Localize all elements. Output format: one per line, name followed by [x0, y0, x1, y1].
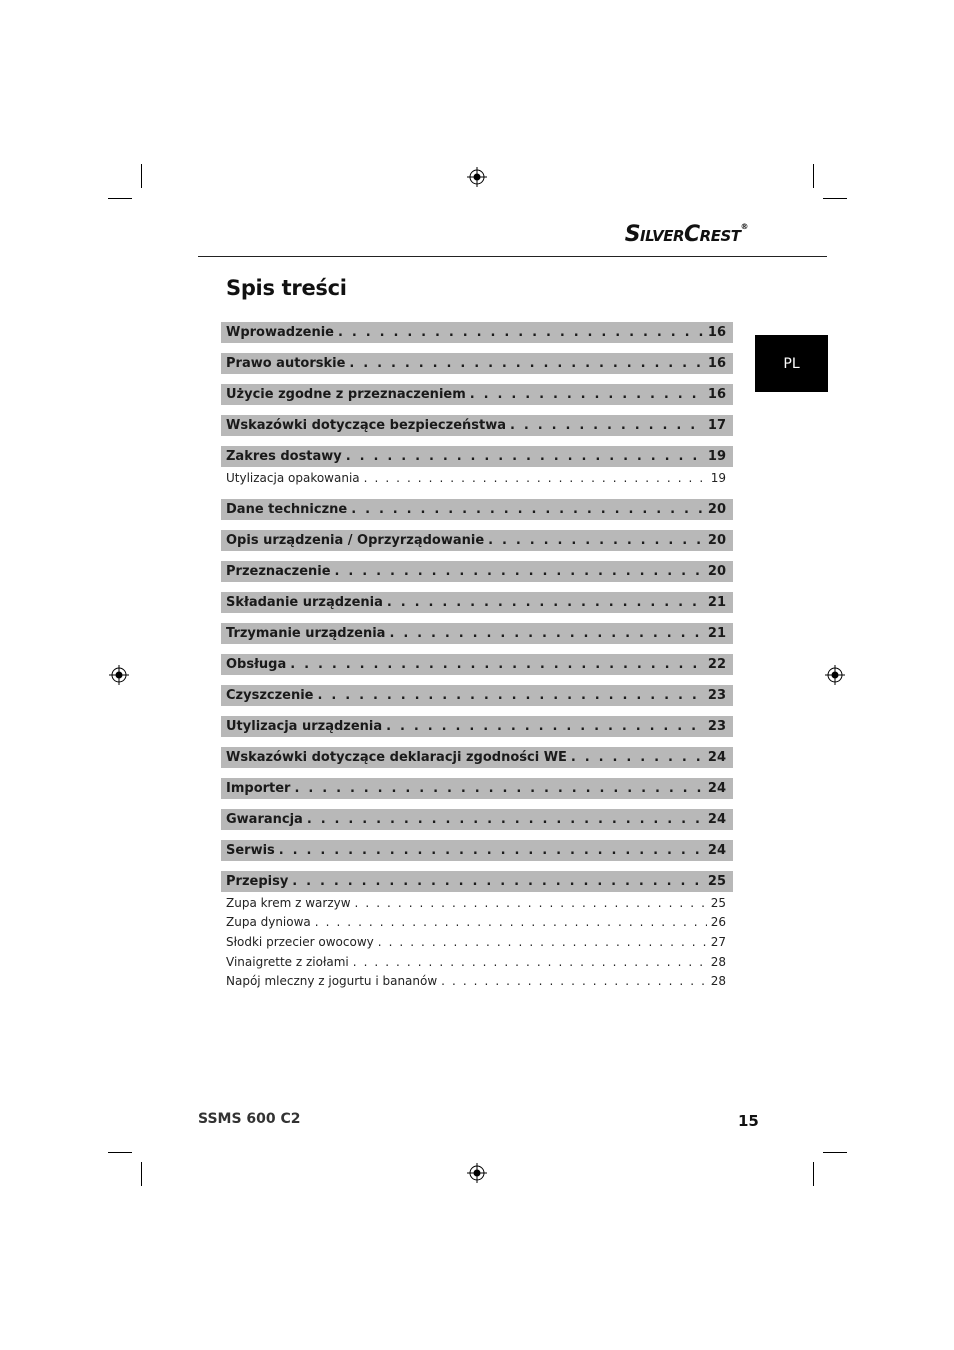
toc-entry[interactable]: [221, 778, 733, 799]
toc-subentry[interactable]: [221, 469, 733, 489]
toc-leader-dots: [315, 913, 707, 932]
toc-entry-page: 20: [707, 532, 726, 548]
toc-subentry[interactable]: [221, 952, 733, 972]
registration-mark-icon: [825, 665, 845, 685]
footer-model: SSMS 600 C2: [198, 1111, 301, 1127]
page-title: Spis treści: [226, 276, 347, 300]
toc-entry-page: 23: [707, 718, 726, 734]
toc-leader-dots: [318, 685, 704, 706]
header-rule: [198, 256, 827, 257]
toc-entry-page: 21: [707, 625, 726, 641]
toc-entry-page: 25: [710, 895, 726, 910]
toc-leader-dots: [307, 809, 704, 830]
registration-mark-icon: [467, 167, 487, 187]
toc-entry-label: Obsługa: [226, 656, 287, 672]
toc-entry[interactable]: [221, 592, 733, 613]
toc-entry-page: 17: [707, 418, 726, 433]
toc-leader-dots: [294, 778, 703, 799]
toc-leader-dots: [571, 747, 704, 768]
toc-entry-label: Gwarancja: [226, 811, 303, 827]
toc-entry-label: Wskazówki dotyczące deklaracji zgodności WE: [226, 749, 567, 765]
brand-logo: [625, 222, 748, 247]
toc-entry[interactable]: [221, 322, 733, 343]
toc-entry-label: Wskazówki dotyczące bezpieczeństwa: [226, 418, 506, 433]
toc-entry-page: 21: [707, 594, 726, 610]
toc-entry-label: Użycie zgodne z przeznaczeniem: [226, 387, 466, 402]
crop-mark: [108, 1152, 132, 1153]
toc-subentry[interactable]: [221, 913, 733, 933]
toc-entry-label: Wprowadzenie: [226, 325, 334, 340]
toc-entry-page: 24: [707, 811, 726, 827]
toc-entry-label: Przepisy: [226, 873, 289, 889]
registration-mark-icon: [467, 1163, 487, 1183]
toc-entry-label: Prawo autorskie: [226, 356, 346, 371]
toc-entry[interactable]: [221, 840, 733, 861]
toc-entry-page: 19: [707, 449, 726, 464]
toc-leader-dots: [290, 654, 704, 675]
toc-leader-dots: [470, 384, 704, 405]
toc-entry-label: Utylizacja opakowania: [226, 471, 360, 486]
table-of-contents: [221, 322, 733, 992]
toc-entry-label: Napój mleczny z jogurtu i bananów: [226, 974, 438, 989]
toc-entry-label: Trzymanie urządzenia: [226, 625, 386, 641]
toc-entry-page: 26: [710, 915, 726, 930]
toc-entry-label: Importer: [226, 780, 291, 796]
toc-entry-page: 25: [707, 873, 726, 889]
toc-entry[interactable]: [221, 384, 733, 405]
footer-page-number: 15: [738, 1112, 759, 1130]
toc-entry-label: Składanie urządzenia: [226, 594, 383, 610]
crop-mark: [823, 1152, 847, 1153]
crop-mark: [141, 164, 142, 188]
toc-leader-dots: [279, 840, 704, 861]
toc-entry[interactable]: [221, 685, 733, 706]
toc-entry-page: 23: [707, 687, 726, 703]
toc-entry[interactable]: [221, 561, 733, 582]
language-tab: [755, 335, 828, 392]
toc-leader-dots: [510, 415, 704, 436]
toc-leader-dots: [441, 972, 707, 991]
crop-mark: [108, 198, 132, 199]
crop-mark: [813, 164, 814, 188]
toc-entry-label: Opis urządzenia / Oprzyrządowanie: [226, 532, 485, 548]
toc-entry-label: Czyszczenie: [226, 687, 314, 703]
toc-leader-dots: [364, 469, 707, 488]
toc-entry-page: 24: [707, 780, 726, 796]
toc-leader-dots: [386, 716, 704, 737]
toc-entry[interactable]: [221, 353, 733, 374]
registration-mark-icon: [109, 665, 129, 685]
toc-entry-page: 19: [710, 471, 726, 486]
language-tab-label: PL: [783, 355, 800, 372]
crop-mark: [141, 1162, 142, 1186]
registered-mark: ®: [740, 222, 748, 231]
toc-subentry[interactable]: [221, 972, 733, 992]
toc-entry[interactable]: [221, 716, 733, 737]
toc-subentry[interactable]: [221, 933, 733, 953]
toc-entry[interactable]: [221, 654, 733, 675]
crop-mark: [823, 198, 847, 199]
toc-leader-dots: [378, 933, 707, 952]
toc-entry-label: Przeznaczenie: [226, 563, 331, 579]
toc-entry-page: 20: [707, 563, 726, 579]
toc-entry-page: 28: [710, 954, 726, 969]
toc-entry-label: Zakres dostawy: [226, 449, 342, 464]
toc-leader-dots: [351, 499, 704, 520]
toc-entry-page: 24: [707, 842, 726, 858]
toc-leader-dots: [346, 446, 704, 467]
toc-entry-label: Serwis: [226, 842, 275, 858]
toc-leader-dots: [292, 871, 704, 892]
toc-entry-page: 16: [707, 356, 726, 371]
toc-entry-page: 20: [707, 501, 726, 517]
toc-entry-label: Utylizacja urządzenia: [226, 718, 383, 734]
toc-entry[interactable]: [221, 415, 733, 436]
toc-entry-page: 27: [710, 935, 726, 950]
toc-entry[interactable]: [221, 446, 733, 467]
toc-entry[interactable]: [221, 530, 733, 551]
toc-leader-dots: [389, 623, 703, 644]
toc-entry-page: 24: [707, 749, 726, 765]
toc-entry[interactable]: [221, 499, 733, 520]
toc-entry-label: Dane techniczne: [226, 501, 348, 517]
toc-entry-label: Słodki przecier owocowy: [226, 935, 374, 950]
toc-leader-dots: [353, 953, 707, 972]
toc-leader-dots: [349, 353, 703, 374]
brand-name: SilverCrest: [624, 222, 741, 247]
toc-leader-dots: [335, 561, 704, 582]
toc-leader-dots: [355, 894, 707, 913]
toc-leader-dots: [338, 322, 704, 343]
toc-entry-label: Vinaigrette z ziołami: [226, 954, 349, 969]
toc-entry-label: Zupa krem z warzyw: [226, 895, 351, 910]
toc-entry-page: 16: [707, 387, 726, 402]
toc-entry-page: 28: [710, 974, 726, 989]
toc-entry-label: Zupa dyniowa: [226, 915, 311, 930]
toc-leader-dots: [488, 530, 704, 551]
toc-entry-page: 22: [707, 656, 726, 672]
toc-entry[interactable]: [221, 747, 733, 768]
toc-subentry[interactable]: [221, 894, 733, 914]
toc-entry[interactable]: [221, 871, 733, 892]
toc-entry[interactable]: [221, 809, 733, 830]
crop-mark: [813, 1162, 814, 1186]
toc-entry[interactable]: [221, 623, 733, 644]
toc-entry-page: 16: [707, 325, 726, 340]
toc-leader-dots: [387, 592, 704, 613]
